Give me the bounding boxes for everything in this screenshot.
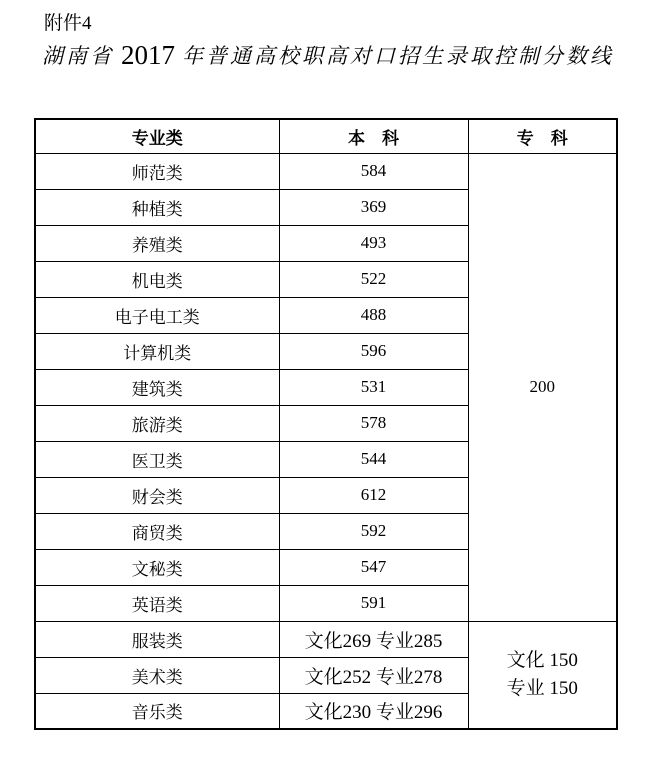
benke-score-cell: 592 xyxy=(279,513,468,549)
table-row xyxy=(35,153,617,189)
category-cell: 计算机类 xyxy=(35,333,279,369)
benke-score-cell: 612 xyxy=(279,477,468,513)
category-cell: 财会类 xyxy=(35,477,279,513)
benke-score-cell: 369 xyxy=(279,189,468,225)
title-year: 2017 xyxy=(121,40,175,70)
category-cell: 建筑类 xyxy=(35,369,279,405)
category-cell: 种植类 xyxy=(35,189,279,225)
category-cell: 英语类 xyxy=(35,585,279,621)
category-cell: 养殖类 xyxy=(35,225,279,261)
table-row xyxy=(35,621,617,657)
category-cell: 机电类 xyxy=(35,261,279,297)
column-header-category: 专业类 xyxy=(35,119,279,153)
zhuanke-score-line: 文化 150 xyxy=(506,650,578,672)
benke-score-cell: 493 xyxy=(279,225,468,261)
benke-score-cell: 584 xyxy=(279,153,468,189)
category-cell: 电子电工类 xyxy=(35,297,279,333)
benke-score-cell: 544 xyxy=(279,441,468,477)
category-cell: 旅游类 xyxy=(35,405,279,441)
title-suffix: 年普通高校职高对口招生录取控制分数线 xyxy=(182,44,614,68)
benke-score-cell: 文化269 专业285 xyxy=(279,621,468,657)
zhuanke-merged-score-cell xyxy=(468,621,617,729)
category-cell: 商贸类 xyxy=(35,513,279,549)
category-cell: 服装类 xyxy=(35,621,279,657)
benke-score-cell: 531 xyxy=(279,369,468,405)
column-header-zhuanke: 专 科 xyxy=(468,119,617,153)
benke-score-cell: 547 xyxy=(279,549,468,585)
zhuanke-merged-score-cell: 200 xyxy=(468,153,617,621)
category-cell: 医卫类 xyxy=(35,441,279,477)
benke-score-cell: 596 xyxy=(279,333,468,369)
benke-score-cell: 488 xyxy=(279,297,468,333)
score-table-body xyxy=(35,153,617,729)
benke-score-cell: 文化230 专业296 xyxy=(279,693,468,729)
column-header-benke: 本 科 xyxy=(279,119,468,153)
benke-score-cell: 578 xyxy=(279,405,468,441)
category-cell: 音乐类 xyxy=(35,693,279,729)
category-cell: 师范类 xyxy=(35,153,279,189)
header-row xyxy=(35,119,617,153)
benke-score-cell: 文化252 专业278 xyxy=(279,657,468,693)
benke-score-cell: 522 xyxy=(279,261,468,297)
score-table-header xyxy=(35,119,617,153)
document-title xyxy=(42,40,622,71)
zhuanke-score-line: 专业 150 xyxy=(506,677,578,699)
benke-score-cell: 591 xyxy=(279,585,468,621)
category-cell: 文秘类 xyxy=(35,549,279,585)
category-cell: 美术类 xyxy=(35,657,279,693)
score-table xyxy=(34,118,618,730)
attachment-label: 附件4 xyxy=(44,13,92,34)
title-prefix: 湖南省 xyxy=(42,44,114,68)
